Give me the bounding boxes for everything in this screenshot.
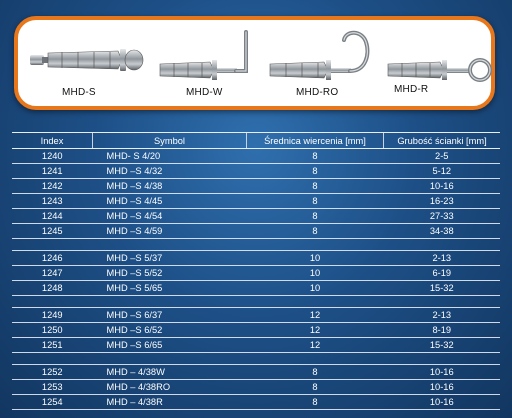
- cell-wall-thickness: 2-5: [384, 149, 501, 164]
- cell-symbol: MHD –S 4/59: [93, 224, 247, 239]
- product-label-mhd-ro: MHD-RO: [296, 87, 339, 98]
- cell-index: 1243: [12, 194, 93, 209]
- product-label-mhd-r: MHD-R: [394, 84, 429, 95]
- cell-symbol: MHD –S 6/37: [93, 308, 247, 323]
- table-row: [12, 266, 500, 281]
- cell-index: 1250: [12, 323, 93, 338]
- table-row: [12, 380, 500, 395]
- header-drill-diameter: Średnica wiercenia [mm]: [247, 133, 384, 149]
- table-row: [12, 281, 500, 296]
- cell-index: 1251: [12, 338, 93, 353]
- cell-wall-thickness: 10-16: [384, 395, 501, 410]
- specification-table: [12, 132, 500, 410]
- cell-wall-thickness: 2-13: [384, 308, 501, 323]
- cell-symbol: MHD – 4/38W: [93, 365, 247, 380]
- cell-drill-diameter: 8: [247, 224, 384, 239]
- table-row: [12, 149, 500, 164]
- product-image-panel: [14, 16, 495, 110]
- cell-wall-thickness: 15-32: [384, 281, 501, 296]
- anchor-with-open-hook-icon: [266, 24, 376, 88]
- product-mhd-ro: [266, 20, 376, 106]
- cell-wall-thickness: 10-16: [384, 179, 501, 194]
- anchor-with-ring-eye-icon: [384, 24, 494, 88]
- product-mhd-w: [156, 20, 256, 106]
- cell-index: 1242: [12, 179, 93, 194]
- cell-wall-thickness: 15-32: [384, 338, 501, 353]
- table-row: [12, 224, 500, 239]
- table-row: [12, 179, 500, 194]
- cell-wall-thickness: 27-33: [384, 209, 501, 224]
- cell-symbol: MHD –S 5/37: [93, 251, 247, 266]
- product-mhd-r: [384, 20, 494, 106]
- product-mhd-s: [26, 20, 146, 106]
- header-wall-thickness: Grubość ścianki [mm]: [384, 133, 501, 149]
- table-row: [12, 251, 500, 266]
- cell-wall-thickness: 16-23: [384, 194, 501, 209]
- cell-drill-diameter: 10: [247, 251, 384, 266]
- cell-drill-diameter: 8: [247, 365, 384, 380]
- cell-wall-thickness: 5-12: [384, 164, 501, 179]
- cell-index: 1247: [12, 266, 93, 281]
- cell-drill-diameter: 8: [247, 179, 384, 194]
- cell-wall-thickness: 10-16: [384, 380, 501, 395]
- cell-index: 1254: [12, 395, 93, 410]
- cell-index: 1249: [12, 308, 93, 323]
- cell-index: 1246: [12, 251, 93, 266]
- cell-drill-diameter: 12: [247, 323, 384, 338]
- cell-symbol: MHD – 4/38RO: [93, 380, 247, 395]
- cell-symbol: MHD –S 6/65: [93, 338, 247, 353]
- table-row: [12, 209, 500, 224]
- cell-drill-diameter: 8: [247, 380, 384, 395]
- cell-symbol: MHD –S 4/38: [93, 179, 247, 194]
- cell-symbol: MHD – 4/38R: [93, 395, 247, 410]
- hollow-wall-anchor-icon: [26, 40, 146, 80]
- table-row: [12, 323, 500, 338]
- group-divider: [12, 296, 500, 308]
- cell-drill-diameter: 8: [247, 164, 384, 179]
- cell-index: 1253: [12, 380, 93, 395]
- table-body: [12, 149, 500, 410]
- cell-index: 1244: [12, 209, 93, 224]
- table-row: [12, 338, 500, 353]
- cell-drill-diameter: 12: [247, 338, 384, 353]
- cell-drill-diameter: 8: [247, 194, 384, 209]
- cell-index: 1240: [12, 149, 93, 164]
- cell-wall-thickness: 34-38: [384, 224, 501, 239]
- group-divider: [12, 353, 500, 365]
- cell-drill-diameter: 10: [247, 281, 384, 296]
- cell-symbol: MHD- S 4/20: [93, 149, 247, 164]
- cell-symbol: MHD –S 4/32: [93, 164, 247, 179]
- cell-wall-thickness: 8-19: [384, 323, 501, 338]
- cell-wall-thickness: 10-16: [384, 365, 501, 380]
- cell-index: 1252: [12, 365, 93, 380]
- cell-symbol: MHD –S 5/65: [93, 281, 247, 296]
- table-row: [12, 365, 500, 380]
- table-row: [12, 194, 500, 209]
- cell-wall-thickness: 2-13: [384, 251, 501, 266]
- cell-index: 1241: [12, 164, 93, 179]
- cell-drill-diameter: 12: [247, 308, 384, 323]
- product-label-mhd-w: MHD-W: [186, 87, 223, 98]
- header-index: Index: [12, 133, 93, 149]
- cell-drill-diameter: 8: [247, 149, 384, 164]
- cell-drill-diameter: 10: [247, 266, 384, 281]
- table-header-row: [12, 133, 500, 149]
- cell-drill-diameter: 8: [247, 209, 384, 224]
- cell-index: 1248: [12, 281, 93, 296]
- table-row: [12, 395, 500, 410]
- table-row: [12, 164, 500, 179]
- cell-symbol: MHD –S 4/45: [93, 194, 247, 209]
- anchor-with-angle-hook-icon: [156, 28, 256, 88]
- table-row: [12, 308, 500, 323]
- product-label-mhd-s: MHD-S: [62, 87, 96, 98]
- cell-index: 1245: [12, 224, 93, 239]
- cell-symbol: MHD –S 6/52: [93, 323, 247, 338]
- cell-wall-thickness: 6-19: [384, 266, 501, 281]
- header-symbol: Symbol: [93, 133, 247, 149]
- cell-symbol: MHD –S 5/52: [93, 266, 247, 281]
- cell-drill-diameter: 8: [247, 395, 384, 410]
- group-divider: [12, 239, 500, 251]
- cell-symbol: MHD –S 4/54: [93, 209, 247, 224]
